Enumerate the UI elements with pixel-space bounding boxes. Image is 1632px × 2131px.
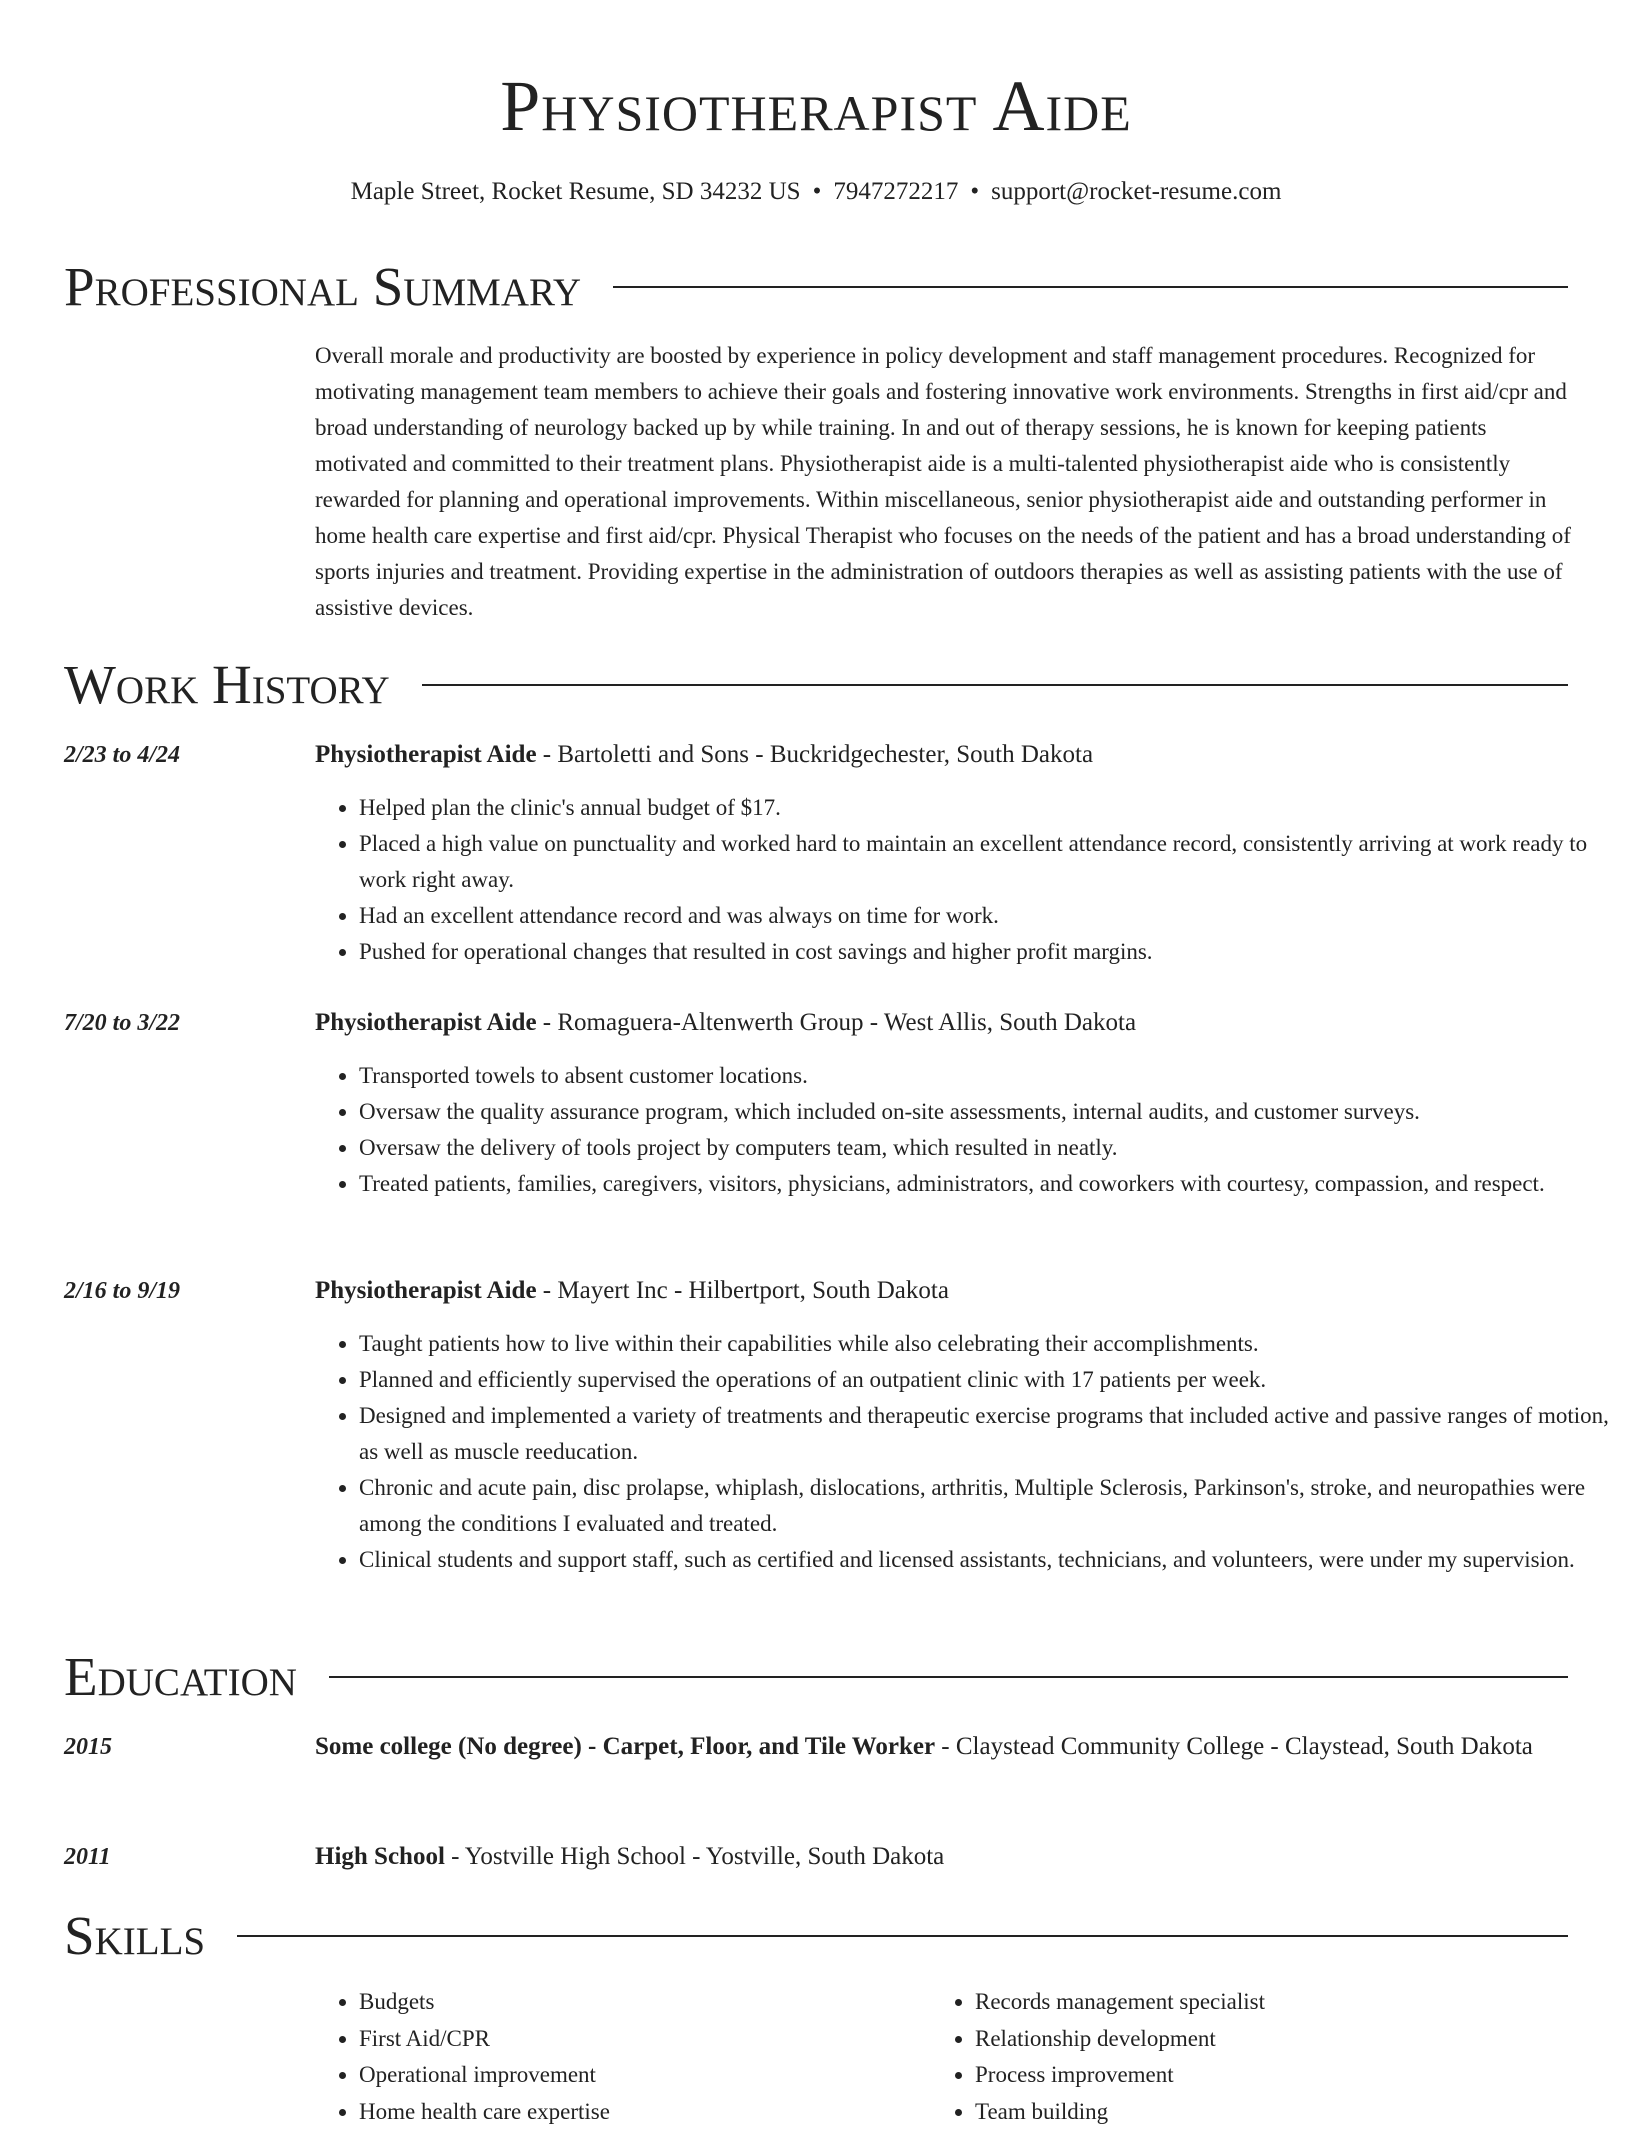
skill-item: • Records management specialist [975, 1984, 1535, 2021]
job-dates: 2/16 to 9/19 [64, 1278, 181, 1304]
skills-list-right [931, 1984, 1535, 2131]
summary-heading [64, 252, 1568, 322]
email: support@rocket-resume.com [991, 178, 1282, 205]
contact-separator: • [812, 178, 822, 205]
skill-item: • Process improvement [975, 2057, 1535, 2094]
skill-item: • Budgets [359, 1984, 919, 2021]
work-history-heading [64, 650, 1568, 720]
contact-line [0, 174, 1632, 210]
list-item: • Had an excellent attendance record and was always on time for work. [359, 898, 1612, 934]
section-divider [329, 1676, 1568, 1678]
job-employer: - Bartoletti and Sons - Buckridgechester, South Dakota [536, 741, 1094, 768]
list-item: • Taught patients how to live within their capabilities while also celebrating their accomplishments. [359, 1326, 1612, 1362]
job-title: Physiotherapist Aide [315, 741, 537, 768]
address: Maple Street, Rocket Resume, SD 34232 US [350, 178, 801, 205]
skill-item: • First Aid/CPR [359, 2021, 919, 2058]
section-divider [613, 286, 1568, 288]
job-employer: - Romaguera-Altenwerth Group - West Allis, South Dakota [536, 1009, 1137, 1036]
job-title-line [315, 1272, 1568, 1310]
skills-heading [64, 1901, 1568, 1971]
work-history-title: Work History [64, 654, 390, 715]
summary-title: Professional Summary [64, 256, 582, 317]
education-heading [64, 1642, 1568, 1712]
job-bullets [315, 790, 1612, 970]
education-line [315, 1728, 1568, 1766]
section-divider [237, 1935, 1568, 1937]
job-title: Physiotherapist Aide [315, 1277, 537, 1304]
education-title: Education [64, 1646, 297, 1707]
education-year: 2015 [64, 1734, 112, 1760]
job-title-line [315, 1004, 1568, 1042]
job-dates: 7/20 to 3/22 [64, 1010, 181, 1036]
skill-item: • Relationship development [975, 2021, 1535, 2058]
job-bullets [315, 1326, 1612, 1578]
job-dates: 2/23 to 4/24 [64, 742, 181, 768]
skill-item: • Operational improvement [359, 2057, 919, 2094]
skill-item: • Team building [975, 2094, 1535, 2131]
skills-title: Skills [64, 1905, 206, 1966]
skill-item: • Home health care expertise [359, 2094, 919, 2131]
list-item: • Clinical students and support staff, such as certified and licensed assistants, technicians, and volunteers, were under my supervision. [359, 1542, 1612, 1578]
list-item: • Oversaw the quality assurance program, which included on-site assessments, internal audits, and customer surveys. [359, 1094, 1612, 1130]
list-item: • Designed and implemented a variety of treatments and therapeutic exercise programs that included active and passive ranges of motion, as well as muscle reeducation. [359, 1398, 1612, 1470]
list-item: • Transported towels to absent customer locations. [359, 1058, 1612, 1094]
list-item: • Helped plan the clinic's annual budget of $17. [359, 790, 1612, 826]
list-item: • Placed a high value on punctuality and worked hard to maintain an excellent attendance record, consistently arriving at work ready to work right away. [359, 826, 1612, 898]
education-school: - Yostville High School - Yostville, South Dakota [444, 1843, 945, 1870]
list-item: • Planned and efficiently supervised the operations of an outpatient clinic with 17 patients per week. [359, 1362, 1612, 1398]
education-degree: High School [315, 1843, 445, 1870]
job-title: Physiotherapist Aide [315, 1009, 537, 1036]
education-year: 2011 [64, 1844, 111, 1870]
summary-text: Overall morale and productivity are boosted by experience in policy development and staff management procedures. Recognized for motivating management team members to achieve their goals and fostering innovative work environments. Strengths in first aid/cpr and broad understanding of neurology backed up by while training. In and out of therapy sessions, he is known for keeping patients motivated and committed to their treatment plans. Physiotherapist aide is a multi-talented physiotherapist aide who is consistently rewarded for planning and operational improvements. Within miscellaneous, senior physiotherapist aide and outstanding performer in home health care expertise and first aid/cpr. Physical Therapist who focuses on the needs of the patient and has a broad understanding of sports injuries and treatment. Providing expertise in the administration of outdoors therapies as well as assisting patients with the use of assistive devices. [315, 343, 1571, 620]
education-school: - Claystead Community College - Claystead, South Dakota [935, 1733, 1533, 1760]
job-title-line [315, 736, 1568, 774]
job-employer: - Mayert Inc - Hilbertport, South Dakota [536, 1277, 949, 1304]
education-degree: Some college (No degree) - Carpet, Floor, and Tile Worker [315, 1733, 936, 1760]
contact-separator: • [970, 178, 980, 205]
job-bullets [315, 1058, 1612, 1202]
skills-list-left [315, 1984, 919, 2131]
list-item: • Oversaw the delivery of tools project by computers team, which resulted in neatly. [359, 1130, 1612, 1166]
education-line [315, 1838, 1568, 1876]
candidate-name: Physiotherapist Aide [500, 66, 1132, 146]
list-item: • Treated patients, families, caregivers, visitors, physicians, administrators, and coworkers with courtesy, compassion, and respect. [359, 1166, 1612, 1202]
phone: 7947272217 [833, 178, 959, 205]
list-item: • Pushed for operational changes that resulted in cost savings and higher profit margins. [359, 934, 1612, 970]
section-divider [422, 684, 1568, 686]
list-item: • Chronic and acute pain, disc prolapse, whiplash, dislocations, arthritis, Multiple Sclerosis, Parkinson's, stroke, and neuropathies were among the conditions I evaluated and treated. [359, 1470, 1612, 1542]
